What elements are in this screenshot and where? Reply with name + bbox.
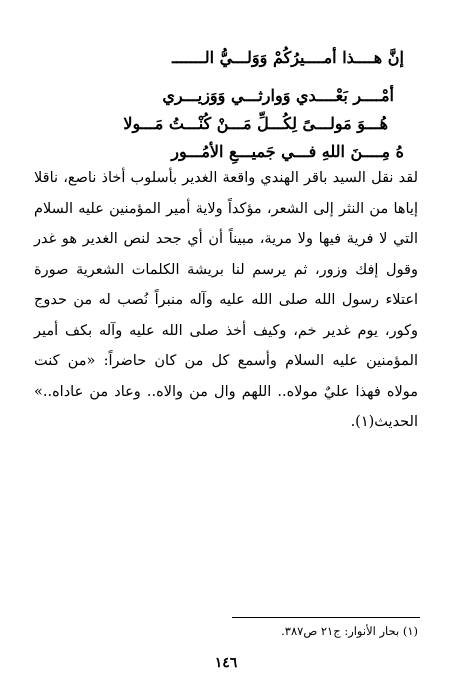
poem-line-1: إنَّ هــــذا أمــــيرُكُمْ وَوَلـــيُّ الـــــــ bbox=[171, 48, 404, 67]
page-number: ١٤٦ bbox=[214, 655, 238, 671]
body-text: لقد نقل السيد باقر الهندي واقعة الغدير بأسلوب أخاذ ناصع، ناقلا إياها من النثر إلى الشعر، مؤكداً ولاية أمير المؤمنين عليه السلام التي لا فرية فيها ولا مرية، مبيناً أن أي جحد لنص الغدير هو غدر وقول إفك وزور، ثم يرسم لنا بريشة الكلمات الشعرية صورة اعتلاء رسول الله صلى الله عليه وآله منبراً نُصب له من حدوج وكور، يوم غدير خم، وكيف أخذ صلى الله عليه وآله بكف أمير المؤمنين عليه السلام وأسمع كل من كان حاضراً: «من كنت مولاه فهذا عليٌ مولاه.. اللهم وال من والاه.. وعاد من عاداه..» الحديث(١). bbox=[34, 170, 418, 430]
poem-line-3: هُـــوَ مَولـــىً لِكُـــلِّ مَـــنْ كُنْـــتُ مَـــولا bbox=[123, 114, 388, 133]
poem-line-4: هُ مِــــنَ اللهِ فـــي جَميـــعِ الأمُـــور bbox=[171, 142, 404, 161]
footnote-divider bbox=[232, 617, 420, 618]
poem-line-2: أمْــــر بَعْــــدي وَوارثـــي وَوَزيـــري bbox=[162, 86, 394, 105]
footnote: (١) بحار الأنوار: ج٢١ ص٣٨٧. bbox=[281, 624, 418, 638]
body-paragraph bbox=[34, 163, 418, 438]
